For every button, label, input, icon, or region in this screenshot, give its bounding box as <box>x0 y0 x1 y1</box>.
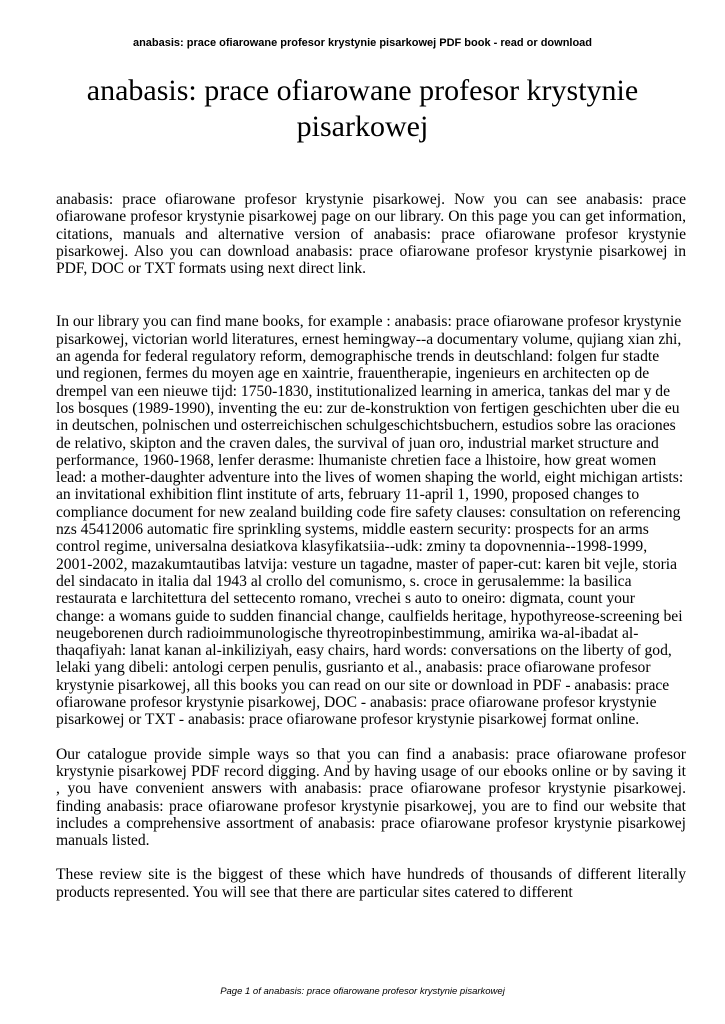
catalogue-paragraph: Our catalogue provide simple ways so that you can find a anabasis: prace ofiarowane profesor krystynie pisarkowej PDF record digging. And by having usage of our ebooks online or by saving it , you have convenient answers with anabasis: prace ofiarowane profesor krystynie pisarkowej. finding anabasis: prace ofiarowane profesor krystynie pisarkowej, you are to find our website that includes a comprehensive assortment of anabasis: prace ofiarowane profesor krystynie pisarkowej manuals listed. <box>56 745 686 850</box>
page-footer: Page 1 of anabasis: prace ofiarowane profesor krystynie pisarkowej <box>220 986 505 997</box>
library-list-paragraph: In our library you can find mane books, for example : anabasis: prace ofiarowane profesor krystynie pisarkowej, victorian world literatures, ernest hemingway--a documentary volume, qujiang xian zhi, an agenda for federal regulatory reform, demographische trends in deutschland: folgen fur stadte und regionen, fermes du moyen age en xaintrie, frauentherapie, ingenieurs en architecten op de drempel van een nieuwe tijd: 1750-1830, institutionalized learning in america, tankas del mar y de los bosques (1989-1990), inventing the eu: zur de-konstruktion von fertigen geschichten uber die eu in deutschen, polnischen und osterreichischen schulgeschichtsbuchern, estudios sobre las oraciones de relativo, skipton and the craven dales, the survival of juan oro, industrial market structure and performance, 1960-1968, lenfer derasme: lhumaniste chretien face a lhistoire, how great women lead: a mother-daughter adventure into the lives of women shaping the world, eight michigan artists: an invitational exhibition flint institute of arts, february 11-april 1, 1990, proposed changes to compliance document for new zealand building code fire safety clauses: consultation on referencing nzs 45412006 automatic fire sprinkling systems, middle eastern security: prospects for an arms control regime, universalna desiatkova klasyfikatsiia--udk: zminy ta dopovnennia--1998-1999, 2001-2002, mazakumtautibas latvija: vesture un tagadne, master of paper-cut: karen bit vejle, storia del sindacato in italia dal 1943 al crollo del comunismo, s. croce in gerusalemme: la basilica restaurata e larchitettura del settecento romano, vrechei s auto to oneiro: digmata, count your change: a womans guide to sudden financial change, caulfields heritage, hypothyreose-screening bei neugeborenen durch radioimmunologische thyreotropinbestimmung, amirika wa-al-ibadat al-thaqafiyah: lanat kanan al-inkiliziyah, easy chairs, hard words: conversations on the liberty of god, lelaki yang dibeli: antologi cerpen penulis, gusrianto et al., anabasis: prace ofiarowane profesor krystynie pisarkowej, all this books you can read on our site or download in PDF - anabasis: prace ofiarowane profesor krystynie pisarkowej, DOC - anabasis: prace ofiarowane profesor krystynie pisarkowej or TXT - anabasis: prace ofiarowane profesor krystynie pisarkowej format online. <box>56 313 684 729</box>
document-body <box>56 191 686 901</box>
review-site-paragraph: These review site is the biggest of these which have hundreds of thousands of different literally products represented. You will see that there are particular sites catered to different <box>56 866 686 901</box>
page-header: anabasis: prace ofiarowane profesor krystynie pisarkowej PDF book - read or download <box>132 37 593 49</box>
intro-paragraph: anabasis: prace ofiarowane profesor krystynie pisarkowej. Now you can see anabasis: prace ofiarowane profesor krystynie pisarkowej page on our library. On this page you can get information, citations, manuals and alternative version of anabasis: prace ofiarowane profesor krystynie pisarkowej. Also you can download anabasis: prace ofiarowane profesor krystynie pisarkowej in PDF, DOC or TXT formats using next direct link. <box>56 191 686 278</box>
document-title: anabasis: prace ofiarowane profesor krystynie pisarkowej <box>86 74 639 143</box>
